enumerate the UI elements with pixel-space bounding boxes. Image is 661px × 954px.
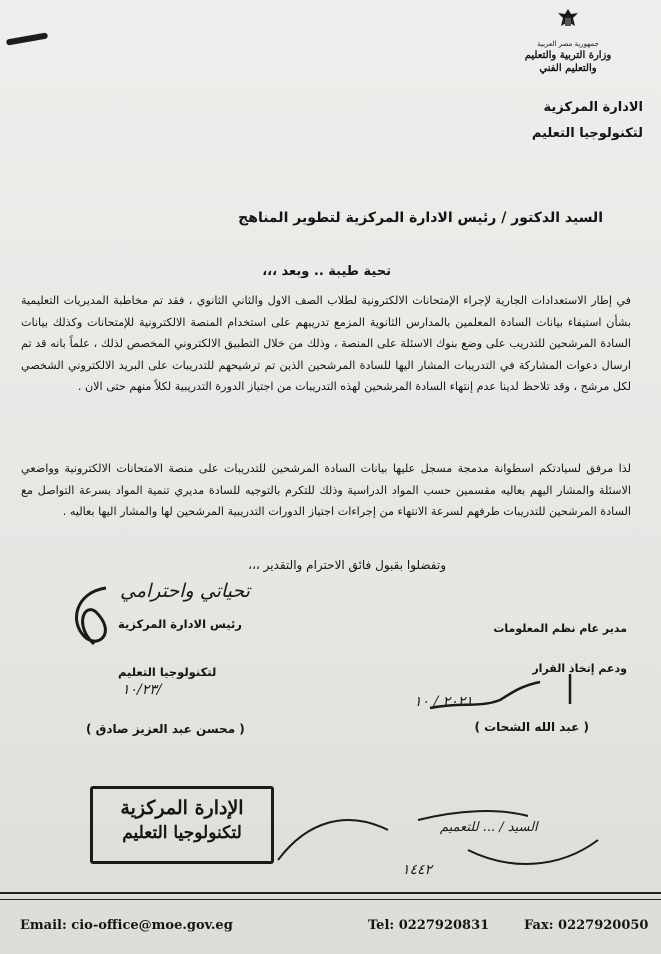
left-signatory-name: ( محسن عبد العزيز صادق ) <box>86 722 245 736</box>
stray-pen-mark <box>6 32 48 45</box>
department-stamp <box>90 786 274 864</box>
left-signature-text: تحياتي واحترامي <box>120 580 250 602</box>
left-signatory-subtitle: لتكنولوجيا التعليم <box>118 665 217 679</box>
footer-fax: Fax: 0227920050 <box>524 918 649 933</box>
closing-line: وتفضلوا بقبول فائق الاحترام والتقدير ،،، <box>248 558 446 572</box>
department-title: الادارة المركزية <box>543 100 643 115</box>
ministry-subname: والتعليم الفني <box>539 63 597 74</box>
footer-telephone: Tel: 0227920831 <box>368 918 490 933</box>
left-handwritten-date: ١٠/٢٣/ <box>122 682 162 698</box>
right-signatory-title: مدير عام نظم المعلومات <box>493 622 627 635</box>
stamp-line-2: لتكنولوجيا التعليم <box>122 823 242 843</box>
stamp-line-1: الإدارة المركزية <box>120 797 244 819</box>
handwritten-note-date: ١٤٤٢ <box>402 862 433 878</box>
footer-divider <box>0 892 661 900</box>
department-subtitle: لتكنولوجيا التعليم <box>531 126 643 141</box>
left-handwritten-signature <box>120 580 250 602</box>
footer-email: Email: cio-office@moe.gov.eg <box>20 918 233 933</box>
right-signatory-name: ( عبد الله الشحات ) <box>474 720 589 734</box>
right-signatory-subtitle: ودعم إتخاذ القرار <box>532 662 627 675</box>
handwritten-note: السيد / ... للتعميم <box>440 820 538 835</box>
right-handwritten-date: ٢٠٢١ / ١٠ <box>414 694 473 710</box>
ministry-header <box>493 6 643 75</box>
country-name: جمهورية مصر العربية <box>537 40 599 48</box>
ministry-name: وزارة التربية والتعليم <box>524 50 612 61</box>
body-paragraph-1: في إطار الاستعدادات الجارية لإجراء الإمتحانات الالكترونية لطلاب الصف الاول والثاني الثانوي ، فقد تم مخاطبة المديريات التعليمية بشأن استيفاء بيانات السادة المعلمين بالمدارس الثانوية المزمع تدريبهم على استخدام المنصة الالكترونية للإمتحانات وكذلك بيانات السادة المرشحين للتدريب على وضع بنوك الاسئلة على المنصة ، وذلك من خلال التطبيق الالكتروني المخصص لذلك ، علماً بانه قد تم ارسال دعوات المشاركة في التدريبات المشار اليها للسادة المرشحين الذين تم ترشيحهم للتدريبات على البريد الالكتروني الشخصي لكل مرشح ، وقد تلاحظ لدينا عدم إنتهاء السادة المرشحين لهذه التدريبات من اجتياز الدورة التدريبية لكلاً منهم حتى الان . <box>21 294 631 393</box>
body-paragraph-2: لذا مرفق لسيادتكم اسطوانة مدمجة مسجل عليها بيانات السادة المرشحين للتدريبات على منصة الامتحانات الالكترونية وواضعي الاسئلة والمشار اليهم بعاليه مقسمين حسب المواد الدراسية وذلك للتكرم بالتوجيه للسادة مديري تنمية المواد بسرعة التواصل مع السادة المرشحين للتدريبات طرفهم لسرعة الانتهاء من إجراءات اجتياز الدورات التدريبية المرشحين لها والمشار اليها بعاليه . <box>21 462 631 518</box>
signature-scribble-icon <box>66 582 126 652</box>
greeting: تحية طيبة .. وبعد ،،، <box>262 264 391 279</box>
handwritten-note-scribble-icon <box>268 790 608 890</box>
left-signatory-title: رئيس الادارة المركزية <box>118 617 242 631</box>
addressee: السيد الدكتور / رئيس الادارة المركزية لتطوير المناهج <box>238 210 603 226</box>
eagle-emblem-icon <box>554 6 582 34</box>
